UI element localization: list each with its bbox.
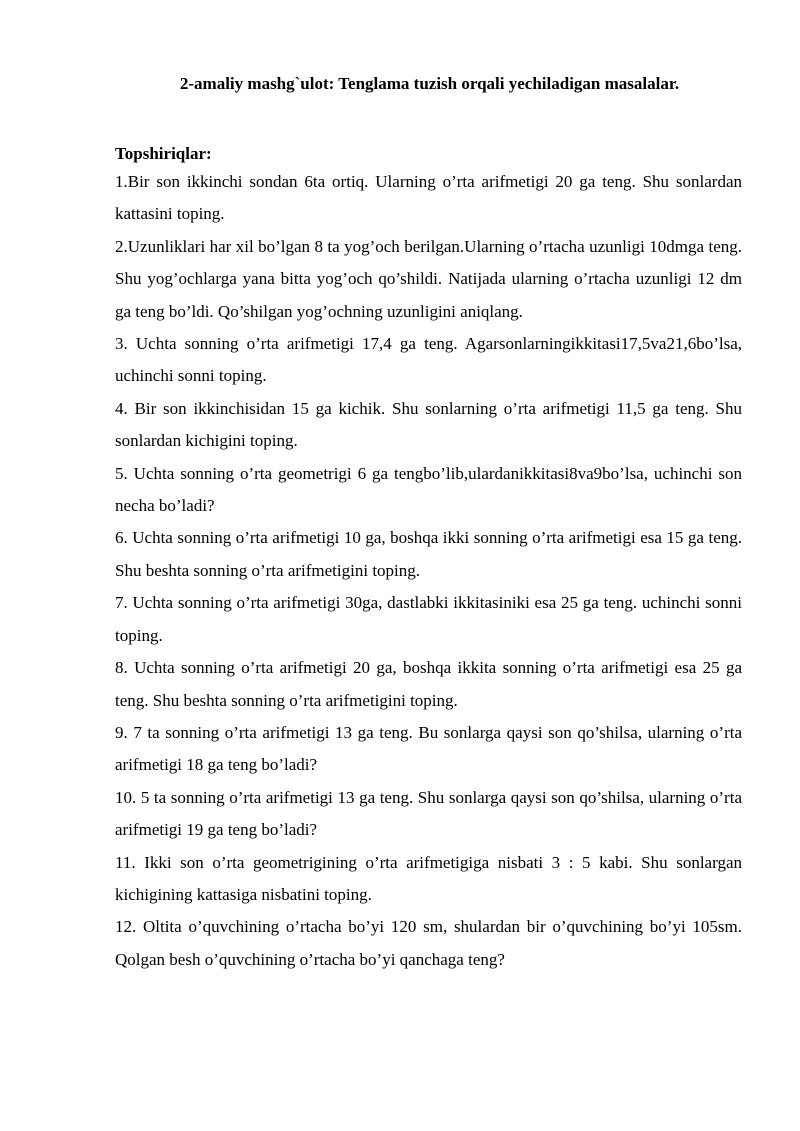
task-item-1: 1.Bir son ikkinchi sondan 6ta ortiq. Ularning o’rta arifmetigi 20 ga teng. Shu sonlardan kattasini toping. <box>115 172 742 224</box>
task-item-5: 5. Uchta sonning o’rta geometrigi 6 ga tengbo’lib,ulardanikkitasi8va9bo’lsa, uchinchi son necha bo’ladi? <box>115 463 742 516</box>
section-heading: Topshiriqlar: <box>115 144 212 163</box>
task-item-8: 8. Uchta sonning o’rta arifmetigi 20 ga, boshqa ikkita sonning o’rta arifmetigi esa 25 ga teng. Shu beshta sonning o’rta arifmetigini toping. <box>115 658 742 710</box>
task-item-11: 11. Ikki son o’rta geometrigining o’rta arifmetigiga nisbati 3 : 5 kabi. Shu sonlargan kichigining kattasiga nisbatini toping. <box>115 852 742 904</box>
task-item-4: 4. Bir son ikkinchisidan 15 ga kichik. Shu sonlarning o’rta arifmetigi 11,5 ga teng. Shu sonlardan kichigini toping. <box>115 398 742 451</box>
task-item-2: 2.Uzunliklari har xil bo’lgan 8 ta yog’och berilgan.Ularning o’rtacha uzunligi 10dmga teng. Shu yog’ochlarga yana bitta yog’och qo’shildi. Natijada ularning o’rtacha uzunligi 12 dm ga teng bo’ldi. Qo’shilgan yog’ochning uzunligini aniqlang. <box>115 236 742 321</box>
task-item-3: 3. Uchta sonning o’rta arifmetigi 17,4 ga teng. Agarsonlarningikkitasi17,5va21,6bo’lsa, uchinchi sonni toping. <box>115 334 742 386</box>
document-title: 2-amaliy mashg`ulot: Tenglama tuzish orqali yechiladigan masalalar. <box>179 74 680 93</box>
task-item-12: 12. Oltita o’quvchining o’rtacha bo’yi 120 sm, shulardan bir o’quvchining bo’yi 105sm. Qolgan besh o’quvchining o’rtacha bo’yi qanchaga teng? <box>115 917 742 969</box>
task-item-10: 10. 5 ta sonning o’rta arifmetigi 13 ga teng. Shu sonlarga qaysi son qo’shilsa, ularning o’rta arifmetigi 19 ga teng bo’ladi? <box>115 787 742 840</box>
task-item-7: 7. Uchta sonning o’rta arifmetigi 30ga, dastlabki ikkitasiniki esa 25 ga teng. uchinchi sonni toping. <box>115 593 742 645</box>
task-item-9: 9. 7 ta sonning o’rta arifmetigi 13 ga teng. Bu sonlarga qaysi son qo’shilsa, ularning o’rta arifmetigi 18 ga teng bo’ladi? <box>115 722 742 775</box>
document-page <box>115 72 742 976</box>
task-item-6: 6. Uchta sonning o’rta arifmetigi 10 ga, boshqa ikki sonning o’rta arifmetigi esa 15 ga teng. Shu beshta sonning o’rta arifmetigini toping. <box>115 528 742 580</box>
